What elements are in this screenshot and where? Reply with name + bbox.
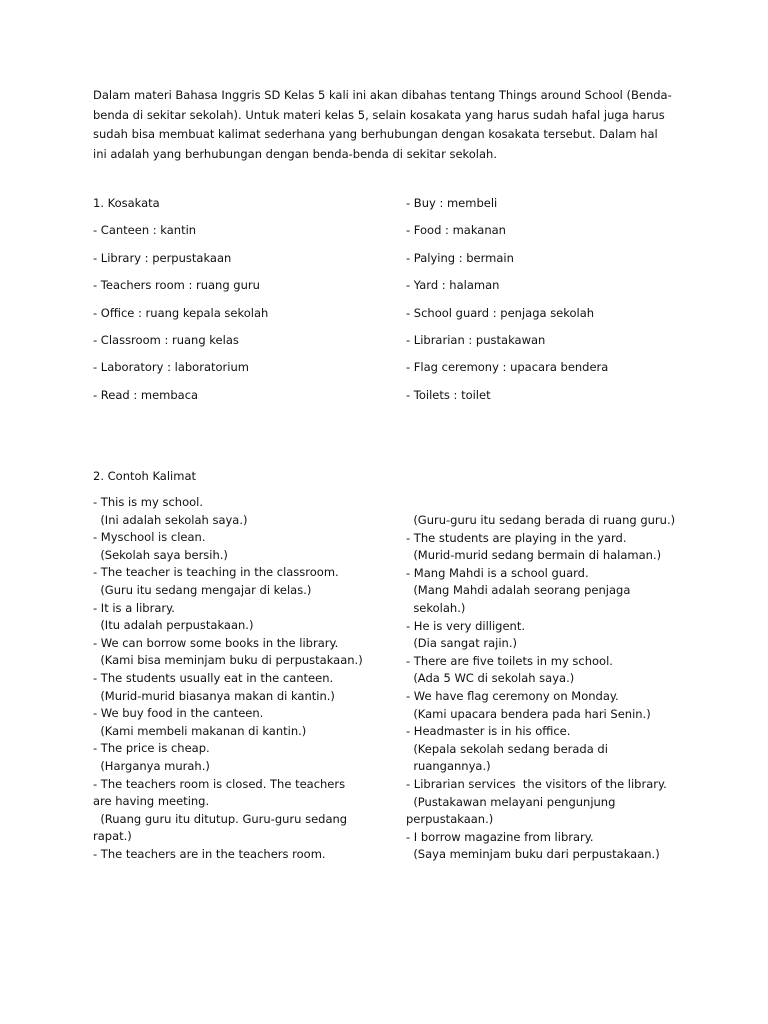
example-line: - The teacher is teaching in the classroom. <box>93 565 339 580</box>
vocab-item: - Toilets : toilet <box>406 387 491 402</box>
example-line: rapat.) <box>93 829 132 844</box>
example-line: (Kepala sekolah sedang berada di <box>406 741 608 756</box>
example-line: - The students are playing in the yard. <box>406 530 627 545</box>
example-line: - We can borrow some books in the library. <box>93 635 339 650</box>
example-line: (Guru-guru itu sedang berada di ruang guru.) <box>406 513 676 527</box>
example-line: (Sekolah saya bersih.) <box>93 547 228 562</box>
example-line: - I borrow magazine from library. <box>406 829 594 844</box>
example-line: ruangannya.) <box>406 759 491 774</box>
example-line: - Librarian services the visitors of the library. <box>406 776 667 791</box>
example-line: sekolah.) <box>406 600 466 615</box>
example-line: perpustakaan.) <box>406 812 494 827</box>
example-line: (Saya meminjam buku dari perpustakaan.) <box>406 847 660 862</box>
vocab-item: - Yard : halaman <box>406 278 500 293</box>
vocab-item: - Teachers room : ruang guru <box>93 278 260 293</box>
example-line: - We have flag ceremony on Monday. <box>406 688 619 703</box>
vocab-list-left <box>93 194 268 413</box>
example-line: - He is very dilligent. <box>406 618 526 633</box>
example-line: (Murid-murid sedang bermain di halaman.) <box>406 548 662 563</box>
example-line: (Mang Mahdi adalah seorang penjaga <box>406 583 631 598</box>
examples-heading: 2. Contoh Kalimat <box>93 469 197 483</box>
example-line: - We buy food in the canteen. <box>93 706 264 721</box>
vocab-list-right <box>406 194 608 413</box>
vocab-item: - Library : perpustakaan <box>93 250 232 265</box>
vocab-item: - School guard : penjaga sekolah <box>406 305 595 320</box>
vocab-item: - Read : membaca <box>93 387 199 402</box>
vocab-item: - Canteen : kantin <box>93 223 197 238</box>
vocab-item: - Classroom : ruang kelas <box>93 332 239 347</box>
example-line: - The students usually eat in the canteen. <box>93 670 334 685</box>
vocab-item: - Office : ruang kepala sekolah <box>93 305 269 320</box>
example-line: (Kami upacara bendera pada hari Senin.) <box>406 706 651 721</box>
example-line: - It is a library. <box>93 600 175 615</box>
vocab-item: - Laboratory : laboratorium <box>93 360 249 375</box>
example-line: - There are five toilets in my school. <box>406 653 613 668</box>
example-line: (Ada 5 WC di sekolah saya.) <box>406 671 575 686</box>
vocab-item: - Buy : membeli <box>406 196 498 210</box>
example-line: - Headmaster is in his office. <box>406 724 571 739</box>
examples-list-left <box>93 494 368 863</box>
example-line: (Ruang guru itu ditutup. Guru-guru sedang <box>93 811 348 826</box>
vocab-item: - Flag ceremony : upacara bendera <box>406 360 609 375</box>
examples-list-right <box>406 512 686 864</box>
vocab-heading: 1. Kosakata <box>93 196 160 210</box>
vocab-item: - Food : makanan <box>406 223 506 238</box>
example-line: (Ini adalah sekolah saya.) <box>93 512 248 527</box>
example-line: - Myschool is clean. <box>93 530 206 545</box>
example-line: (Guru itu sedang mengajar di kelas.) <box>93 582 312 597</box>
vocab-item: - Palying : bermain <box>406 250 514 265</box>
example-line: - The teachers room is closed. The teachers <box>93 776 346 791</box>
vocab-item: - Librarian : pustakawan <box>406 332 546 347</box>
example-line: (Kami membeli makanan di kantin.) <box>93 723 307 738</box>
example-line: (Itu adalah perpustakaan.) <box>93 618 254 633</box>
example-line: - The teachers are in the teachers room. <box>93 846 326 861</box>
example-line: (Harganya murah.) <box>93 758 210 773</box>
example-line: are having meeting. <box>93 794 210 809</box>
example-line: - The price is cheap. <box>93 741 210 756</box>
example-line: (Kami bisa meminjam buku di perpustakaan.) <box>93 653 363 668</box>
example-line: - This is my school. <box>93 495 203 509</box>
example-line: (Dia sangat rajin.) <box>406 636 517 651</box>
example-line: (Pustakawan melayani pengunjung <box>406 794 616 809</box>
intro-paragraph: Dalam materi Bahasa Inggris SD Kelas 5 kali ini akan dibahas tentang Things around School (Benda-benda di sekitar sekolah). Untuk materi kelas 5, selain kosakata yang harus sudah hafal juga harus sudah bisa membuat kalimat sederhana yang berhubungan dengan kosakata tersebut. Dalam hal ini adalah yang berhubungan dengan benda-benda di sekitar sekolah. <box>93 88 672 161</box>
example-line: (Murid-murid biasanya makan di kantin.) <box>93 688 335 703</box>
example-line: - Mang Mahdi is a school guard. <box>406 565 589 580</box>
